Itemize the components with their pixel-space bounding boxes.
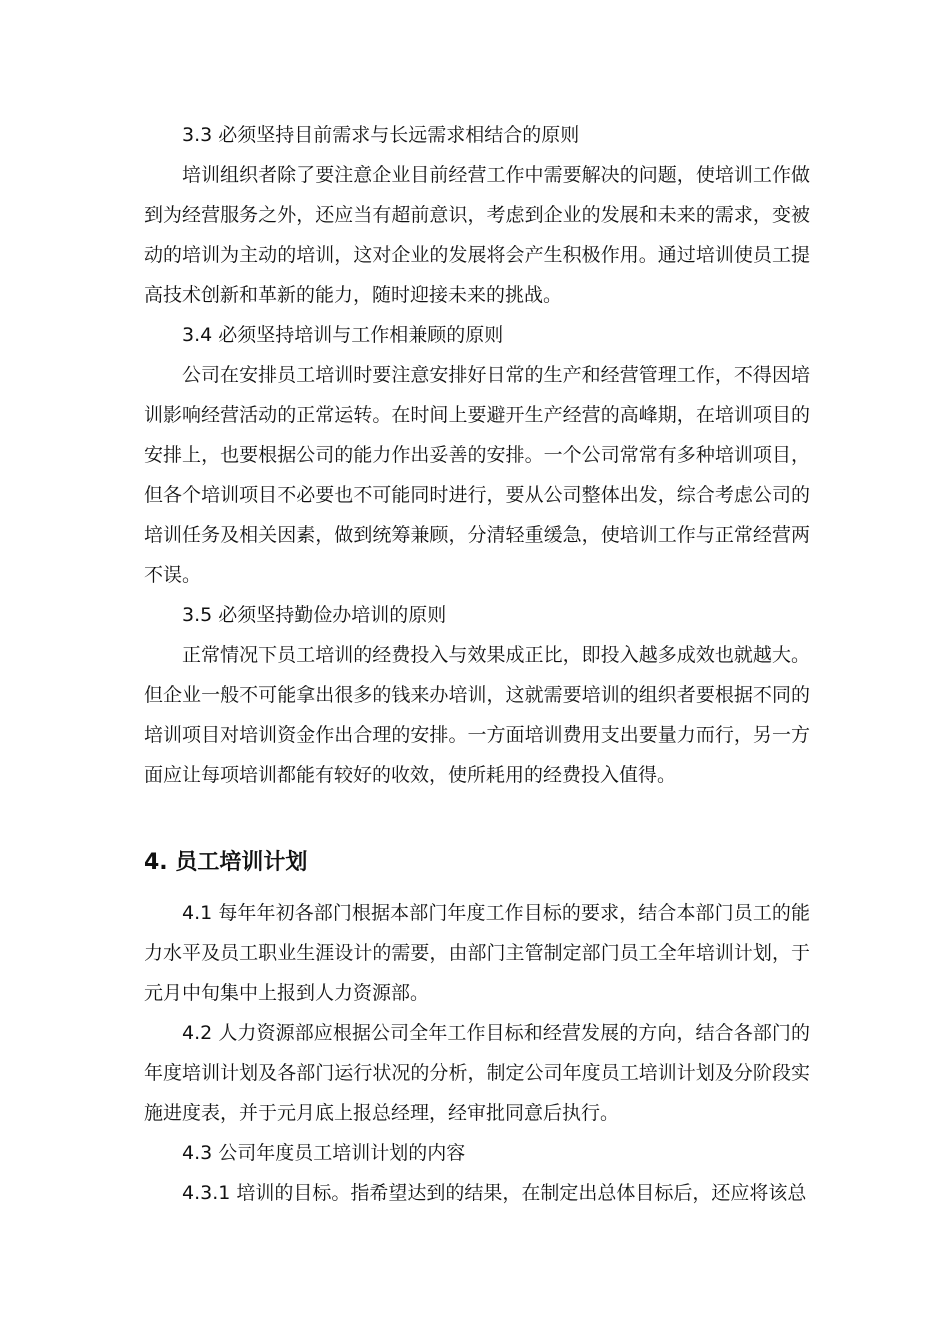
section-3-4-body: 公司在安排员工培训时要注意安排好日常的生产和经营管理工作，不得因培训影响经营活动的正常运转。在时间上要避开生产经营的高峰期，在培训项目的安排上，也要根据公司的能力作出妥善的安排。一个公司常常有多种培训项目，但各个培训项目不必要也不可能同时进行，要从公司整体出发，综合考虑公司的培训任务及相关因素，做到统筹兼顾，分清轻重缓急，使培训工作与正常经营两不误。 [144, 364, 810, 586]
section-4-1-body: 4.1 每年年初各部门根据本部门年度工作目标的要求，结合本部门员工的能力水平及员工职业生涯设计的需要，由部门主管制定部门员工全年培训计划，于元月中旬集中上报到人力资源部。 [144, 902, 810, 1004]
section-4-3-title: 4.3 公司年度员工培训计划的内容 [182, 1142, 466, 1164]
section-3-5-body: 正常情况下员工培训的经费投入与效果成正比，即投入越多成效也就越大。但企业一般不可能拿出很多的钱来办培训，这就需要培训的组织者要根据不同的培训项目对培训资金作出合理的安排。一方面培训费用支出要量力而行，另一方面应让每项培训都能有较好的收效，使所耗用的经费投入值得。 [144, 644, 810, 786]
section-4-3-1-body: 4.3.1 培训的目标。指希望达到的结果，在制定出总体目标后，还应将该总 [182, 1182, 807, 1204]
section-4-2-body: 4.2 人力资源部应根据公司全年工作目标和经营发展的方向，结合各部门的年度培训计划及各部门运行状况的分析，制定公司年度员工培训计划及分阶段实施进度表，并于元月底上报总经理，经审批同意后执行。 [144, 1022, 810, 1124]
section-3-3-body: 培训组织者除了要注意企业目前经营工作中需要解决的问题，使培训工作做到为经营服务之外，还应当有超前意识，考虑到企业的发展和未来的需求，变被动的培训为主动的培训，这对企业的发展将会产生积极作用。通过培训使员工提高技术创新和革新的能力，随时迎接未来的挑战。 [144, 164, 810, 306]
section-3-3-title: 3.3 必须坚持目前需求与长远需求相结合的原则 [182, 124, 580, 146]
section-4-heading: 4. 员工培训计划 [144, 850, 308, 875]
section-3-4-title: 3.4 必须坚持培训与工作相兼顾的原则 [182, 324, 504, 346]
section-3-5-title: 3.5 必须坚持勤俭办培训的原则 [182, 604, 447, 626]
